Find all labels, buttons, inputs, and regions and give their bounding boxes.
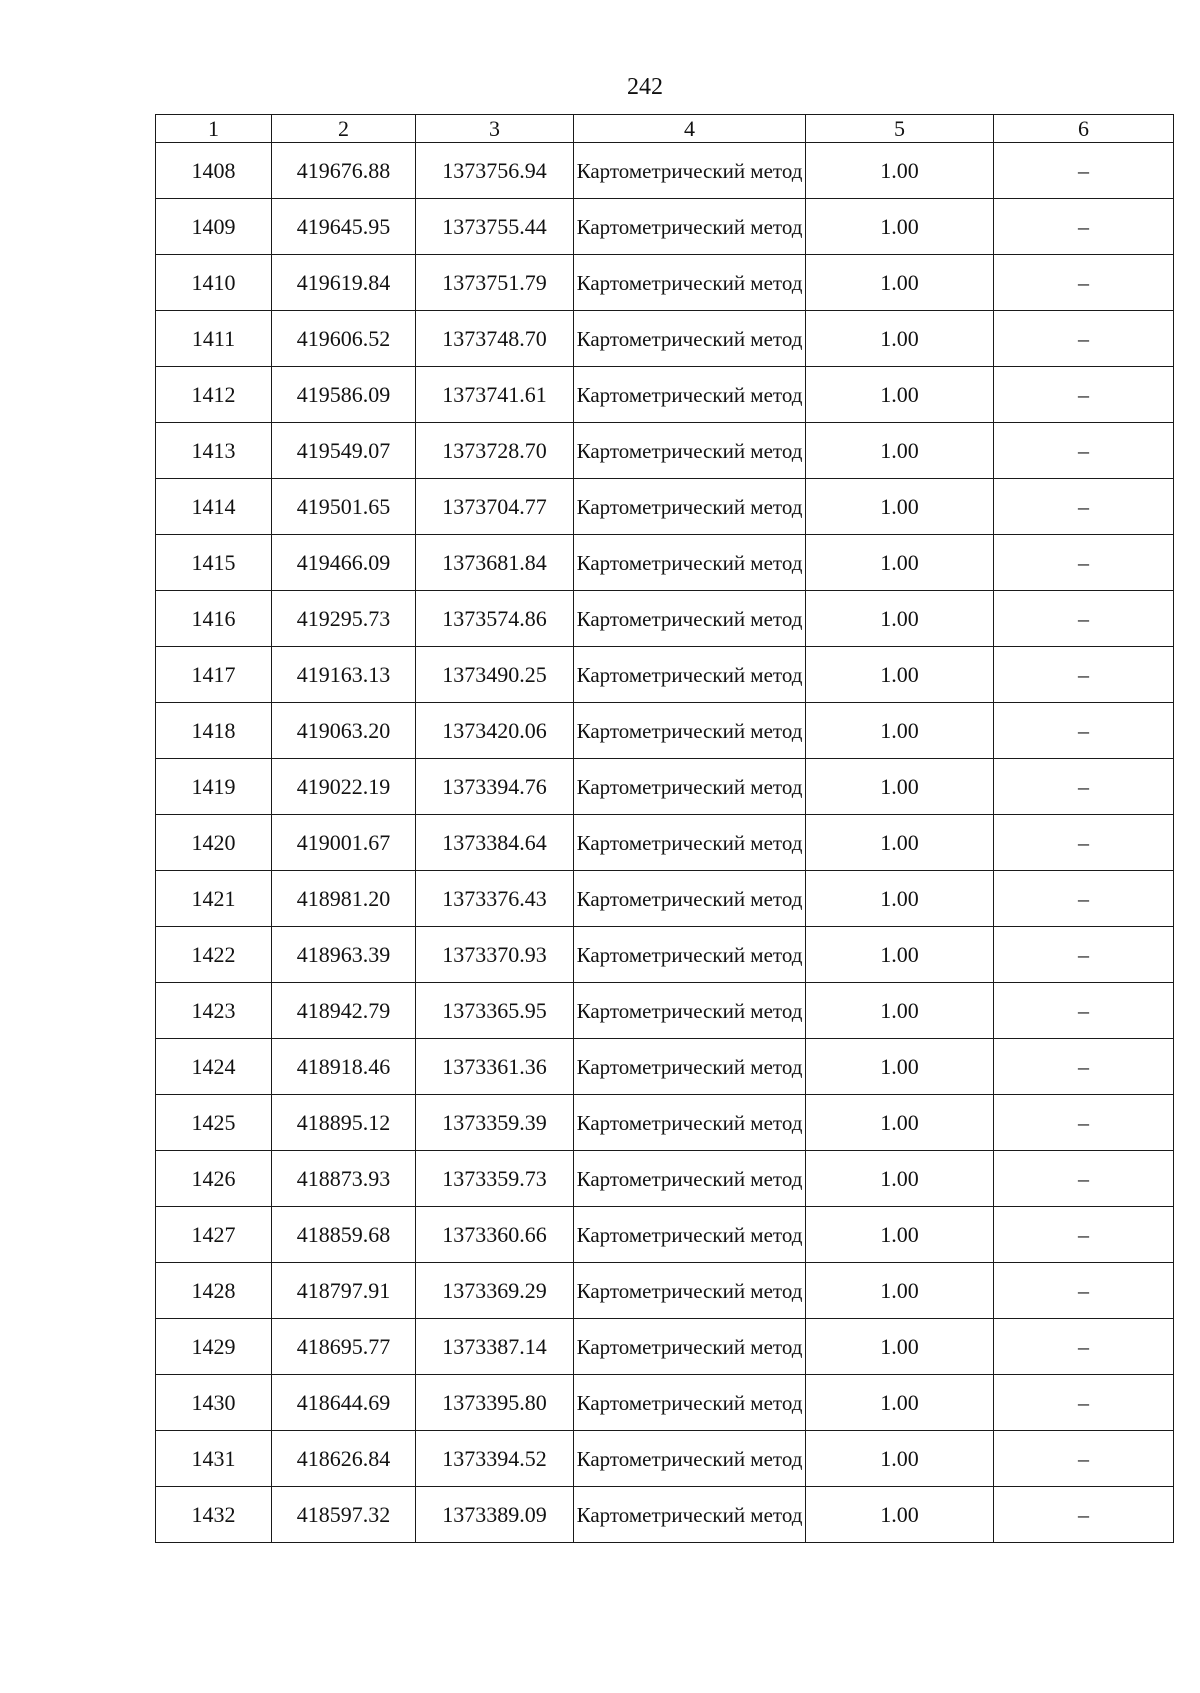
accuracy-cell: 1.00 <box>806 479 994 535</box>
y-coordinate-cell: 1373365.95 <box>416 983 574 1039</box>
y-coordinate-cell: 1373395.80 <box>416 1375 574 1431</box>
method-cell: Картометрический метод <box>574 647 806 703</box>
table-row <box>156 815 1174 871</box>
x-coordinate-cell: 418597.32 <box>272 1487 416 1543</box>
table-row <box>156 647 1174 703</box>
note-cell: – <box>994 535 1174 591</box>
accuracy-cell: 1.00 <box>806 1319 994 1375</box>
table-row <box>156 983 1174 1039</box>
y-coordinate-cell: 1373420.06 <box>416 703 574 759</box>
table-row <box>156 1095 1174 1151</box>
method-cell: Картометрический метод <box>574 1207 806 1263</box>
y-coordinate-cell: 1373389.09 <box>416 1487 574 1543</box>
note-cell: – <box>994 1095 1174 1151</box>
x-coordinate-cell: 419163.13 <box>272 647 416 703</box>
x-coordinate-cell: 419063.20 <box>272 703 416 759</box>
point-number-cell: 1432 <box>156 1487 272 1543</box>
note-cell: – <box>994 815 1174 871</box>
table-row <box>156 143 1174 199</box>
point-number-cell: 1410 <box>156 255 272 311</box>
point-number-cell: 1427 <box>156 1207 272 1263</box>
point-number-cell: 1421 <box>156 871 272 927</box>
point-number-cell: 1411 <box>156 311 272 367</box>
point-number-cell: 1423 <box>156 983 272 1039</box>
note-cell: – <box>994 479 1174 535</box>
table-header <box>156 115 1174 143</box>
method-cell: Картометрический метод <box>574 1375 806 1431</box>
method-cell: Картометрический метод <box>574 255 806 311</box>
y-coordinate-cell: 1373376.43 <box>416 871 574 927</box>
x-coordinate-cell: 419676.88 <box>272 143 416 199</box>
accuracy-cell: 1.00 <box>806 1039 994 1095</box>
y-coordinate-cell: 1373394.52 <box>416 1431 574 1487</box>
y-coordinate-cell: 1373756.94 <box>416 143 574 199</box>
x-coordinate-cell: 418942.79 <box>272 983 416 1039</box>
point-number-cell: 1416 <box>156 591 272 647</box>
table-row <box>156 311 1174 367</box>
table-row <box>156 535 1174 591</box>
method-cell: Картометрический метод <box>574 143 806 199</box>
method-cell: Картометрический метод <box>574 591 806 647</box>
x-coordinate-cell: 418895.12 <box>272 1095 416 1151</box>
accuracy-cell: 1.00 <box>806 647 994 703</box>
y-coordinate-cell: 1373370.93 <box>416 927 574 983</box>
note-cell: – <box>994 143 1174 199</box>
method-cell: Картометрический метод <box>574 871 806 927</box>
x-coordinate-cell: 418859.68 <box>272 1207 416 1263</box>
y-coordinate-cell: 1373728.70 <box>416 423 574 479</box>
table-row <box>156 423 1174 479</box>
table-row <box>156 367 1174 423</box>
header-cell-col3: 3 <box>416 115 574 143</box>
accuracy-cell: 1.00 <box>806 1487 994 1543</box>
point-number-cell: 1408 <box>156 143 272 199</box>
x-coordinate-cell: 419606.52 <box>272 311 416 367</box>
note-cell: – <box>994 1039 1174 1095</box>
point-number-cell: 1422 <box>156 927 272 983</box>
header-cell-col2: 2 <box>272 115 416 143</box>
accuracy-cell: 1.00 <box>806 1263 994 1319</box>
note-cell: – <box>994 759 1174 815</box>
method-cell: Картометрический метод <box>574 983 806 1039</box>
header-cell-col4: 4 <box>574 115 806 143</box>
point-number-cell: 1420 <box>156 815 272 871</box>
x-coordinate-cell: 419295.73 <box>272 591 416 647</box>
table-row <box>156 255 1174 311</box>
note-cell: – <box>994 1487 1174 1543</box>
note-cell: – <box>994 199 1174 255</box>
method-cell: Картометрический метод <box>574 1487 806 1543</box>
method-cell: Картометрический метод <box>574 199 806 255</box>
method-cell: Картометрический метод <box>574 1263 806 1319</box>
table-row <box>156 1207 1174 1263</box>
y-coordinate-cell: 1373741.61 <box>416 367 574 423</box>
method-cell: Картометрический метод <box>574 1039 806 1095</box>
table-row <box>156 1487 1174 1543</box>
accuracy-cell: 1.00 <box>806 759 994 815</box>
coordinates-table <box>155 114 1174 1543</box>
point-number-cell: 1417 <box>156 647 272 703</box>
header-cell-col1: 1 <box>156 115 272 143</box>
x-coordinate-cell: 419022.19 <box>272 759 416 815</box>
table-row <box>156 1039 1174 1095</box>
x-coordinate-cell: 419466.09 <box>272 535 416 591</box>
note-cell: – <box>994 983 1174 1039</box>
note-cell: – <box>994 1151 1174 1207</box>
point-number-cell: 1424 <box>156 1039 272 1095</box>
point-number-cell: 1425 <box>156 1095 272 1151</box>
accuracy-cell: 1.00 <box>806 983 994 1039</box>
accuracy-cell: 1.00 <box>806 143 994 199</box>
table-row <box>156 1263 1174 1319</box>
accuracy-cell: 1.00 <box>806 591 994 647</box>
note-cell: – <box>994 927 1174 983</box>
method-cell: Картометрический метод <box>574 1151 806 1207</box>
table-row <box>156 703 1174 759</box>
note-cell: – <box>994 703 1174 759</box>
y-coordinate-cell: 1373751.79 <box>416 255 574 311</box>
x-coordinate-cell: 418873.93 <box>272 1151 416 1207</box>
method-cell: Картометрический метод <box>574 423 806 479</box>
point-number-cell: 1431 <box>156 1431 272 1487</box>
header-cell-col6: 6 <box>994 115 1174 143</box>
x-coordinate-cell: 418626.84 <box>272 1431 416 1487</box>
accuracy-cell: 1.00 <box>806 1095 994 1151</box>
method-cell: Картометрический метод <box>574 479 806 535</box>
note-cell: – <box>994 255 1174 311</box>
method-cell: Картометрический метод <box>574 703 806 759</box>
x-coordinate-cell: 419645.95 <box>272 199 416 255</box>
x-coordinate-cell: 419586.09 <box>272 367 416 423</box>
y-coordinate-cell: 1373360.66 <box>416 1207 574 1263</box>
accuracy-cell: 1.00 <box>806 815 994 871</box>
y-coordinate-cell: 1373394.76 <box>416 759 574 815</box>
x-coordinate-cell: 418797.91 <box>272 1263 416 1319</box>
table-row <box>156 927 1174 983</box>
method-cell: Картометрический метод <box>574 1095 806 1151</box>
x-coordinate-cell: 418963.39 <box>272 927 416 983</box>
table-body <box>156 143 1174 1543</box>
y-coordinate-cell: 1373361.36 <box>416 1039 574 1095</box>
table-row <box>156 591 1174 647</box>
x-coordinate-cell: 418644.69 <box>272 1375 416 1431</box>
accuracy-cell: 1.00 <box>806 703 994 759</box>
table-row <box>156 1375 1174 1431</box>
x-coordinate-cell: 418981.20 <box>272 871 416 927</box>
accuracy-cell: 1.00 <box>806 535 994 591</box>
method-cell: Картометрический метод <box>574 759 806 815</box>
point-number-cell: 1429 <box>156 1319 272 1375</box>
point-number-cell: 1430 <box>156 1375 272 1431</box>
accuracy-cell: 1.00 <box>806 199 994 255</box>
method-cell: Картометрический метод <box>574 815 806 871</box>
method-cell: Картометрический метод <box>574 1319 806 1375</box>
note-cell: – <box>994 367 1174 423</box>
note-cell: – <box>994 423 1174 479</box>
y-coordinate-cell: 1373387.14 <box>416 1319 574 1375</box>
y-coordinate-cell: 1373755.44 <box>416 199 574 255</box>
header-row <box>156 115 1174 143</box>
y-coordinate-cell: 1373748.70 <box>416 311 574 367</box>
x-coordinate-cell: 418918.46 <box>272 1039 416 1095</box>
method-cell: Картометрический метод <box>574 927 806 983</box>
accuracy-cell: 1.00 <box>806 1207 994 1263</box>
y-coordinate-cell: 1373490.25 <box>416 647 574 703</box>
method-cell: Картометрический метод <box>574 367 806 423</box>
page-number: 242 <box>627 74 663 100</box>
point-number-cell: 1418 <box>156 703 272 759</box>
note-cell: – <box>994 591 1174 647</box>
note-cell: – <box>994 1207 1174 1263</box>
point-number-cell: 1412 <box>156 367 272 423</box>
table-row <box>156 1319 1174 1375</box>
note-cell: – <box>994 1375 1174 1431</box>
y-coordinate-cell: 1373384.64 <box>416 815 574 871</box>
x-coordinate-cell: 418695.77 <box>272 1319 416 1375</box>
y-coordinate-cell: 1373359.39 <box>416 1095 574 1151</box>
method-cell: Картометрический метод <box>574 535 806 591</box>
note-cell: – <box>994 647 1174 703</box>
y-coordinate-cell: 1373369.29 <box>416 1263 574 1319</box>
accuracy-cell: 1.00 <box>806 367 994 423</box>
note-cell: – <box>994 1431 1174 1487</box>
note-cell: – <box>994 1263 1174 1319</box>
header-cell-col5: 5 <box>806 115 994 143</box>
note-cell: – <box>994 871 1174 927</box>
y-coordinate-cell: 1373704.77 <box>416 479 574 535</box>
accuracy-cell: 1.00 <box>806 255 994 311</box>
x-coordinate-cell: 419549.07 <box>272 423 416 479</box>
accuracy-cell: 1.00 <box>806 1151 994 1207</box>
point-number-cell: 1415 <box>156 535 272 591</box>
accuracy-cell: 1.00 <box>806 1375 994 1431</box>
y-coordinate-cell: 1373681.84 <box>416 535 574 591</box>
method-cell: Картометрический метод <box>574 1431 806 1487</box>
point-number-cell: 1413 <box>156 423 272 479</box>
y-coordinate-cell: 1373574.86 <box>416 591 574 647</box>
table-row <box>156 479 1174 535</box>
x-coordinate-cell: 419001.67 <box>272 815 416 871</box>
y-coordinate-cell: 1373359.73 <box>416 1151 574 1207</box>
table-row <box>156 199 1174 255</box>
method-cell: Картометрический метод <box>574 311 806 367</box>
accuracy-cell: 1.00 <box>806 311 994 367</box>
point-number-cell: 1414 <box>156 479 272 535</box>
accuracy-cell: 1.00 <box>806 423 994 479</box>
note-cell: – <box>994 1319 1174 1375</box>
table-row <box>156 759 1174 815</box>
point-number-cell: 1419 <box>156 759 272 815</box>
table-row <box>156 1431 1174 1487</box>
accuracy-cell: 1.00 <box>806 871 994 927</box>
table-row <box>156 871 1174 927</box>
point-number-cell: 1409 <box>156 199 272 255</box>
point-number-cell: 1426 <box>156 1151 272 1207</box>
note-cell: – <box>994 311 1174 367</box>
accuracy-cell: 1.00 <box>806 927 994 983</box>
table-row <box>156 1151 1174 1207</box>
accuracy-cell: 1.00 <box>806 1431 994 1487</box>
x-coordinate-cell: 419501.65 <box>272 479 416 535</box>
point-number-cell: 1428 <box>156 1263 272 1319</box>
x-coordinate-cell: 419619.84 <box>272 255 416 311</box>
